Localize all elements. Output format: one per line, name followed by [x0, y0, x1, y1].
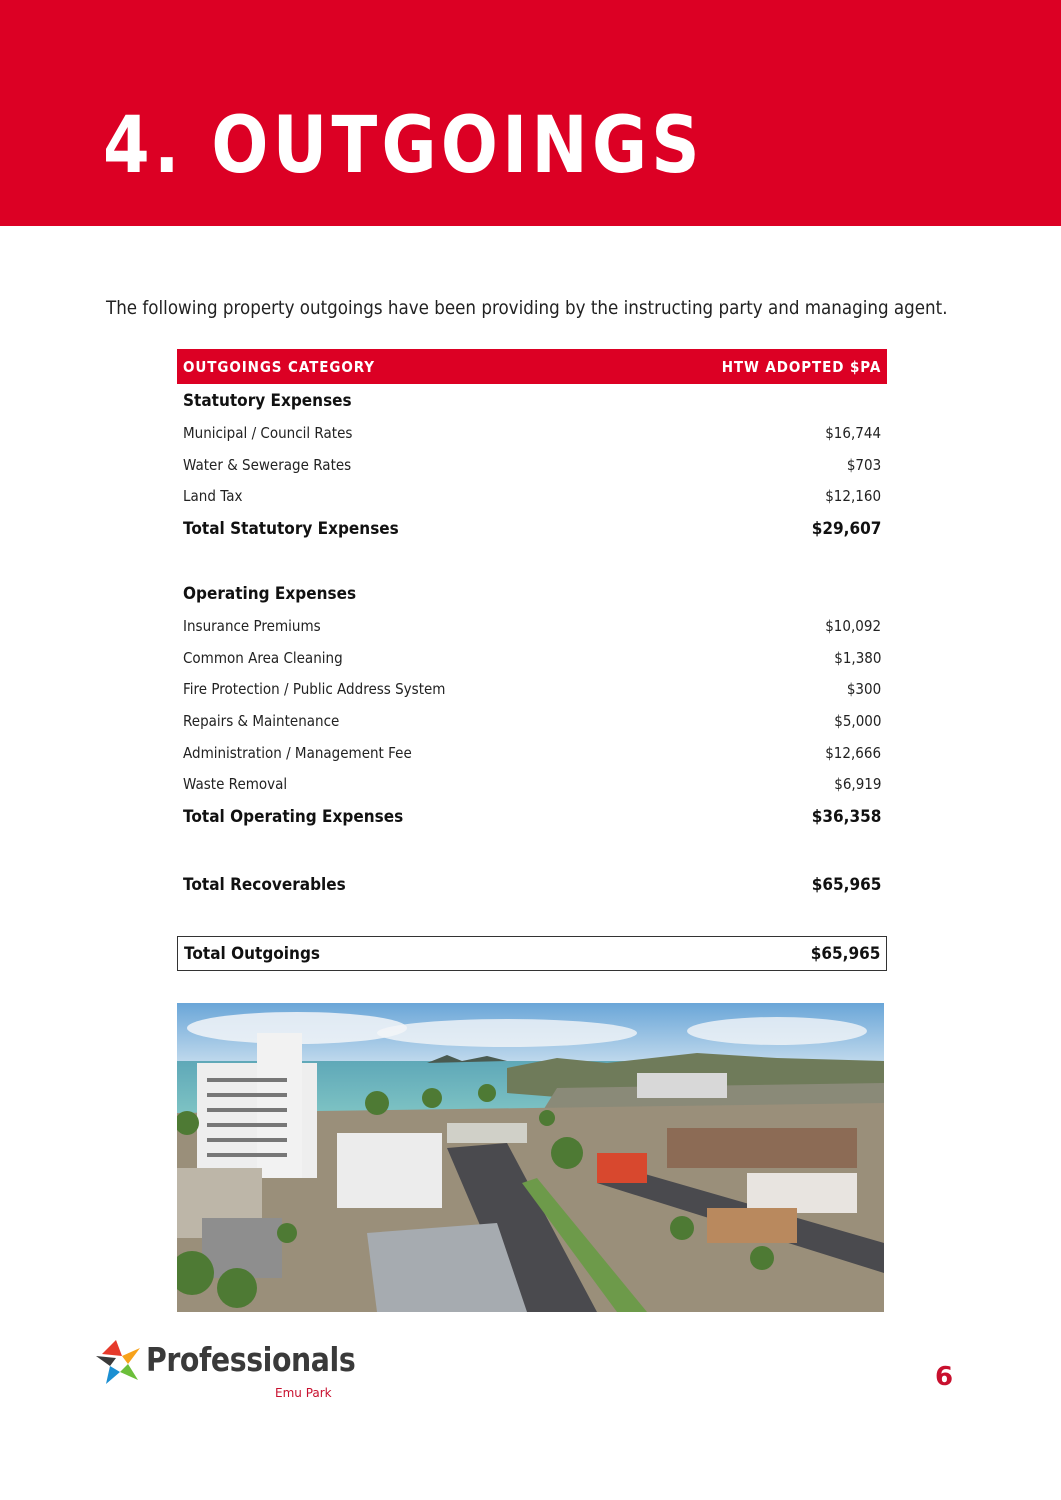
table-row	[177, 705, 887, 737]
row-value: $5,000	[833, 711, 881, 730]
row-value: $300	[846, 680, 881, 699]
total-row-outgoings	[177, 936, 887, 971]
section-heading-label: Statutory Expenses	[183, 390, 352, 411]
page-title: 4. OUTGOINGS	[103, 101, 704, 191]
total-label: Total Outgoings	[184, 943, 320, 964]
intro-paragraph: The following property outgoings have been providing by the instructing party and managing agent.	[106, 297, 948, 319]
total-label: Total Statutory Expenses	[183, 519, 399, 540]
row-value: $1,380	[833, 648, 881, 667]
aerial-photo-illustration	[177, 1003, 884, 1312]
table-header	[177, 349, 887, 384]
outgoings-table	[177, 349, 887, 971]
table-row	[177, 737, 887, 769]
table-row	[177, 610, 887, 642]
spacer	[177, 834, 887, 868]
row-label: Insurance Premiums	[183, 616, 321, 635]
row-label: Water & Sewerage Rates	[183, 455, 352, 474]
row-value: $10,092	[825, 616, 881, 635]
row-label: Common Area Cleaning	[183, 648, 343, 667]
row-label: Land Tax	[183, 487, 243, 506]
row-value: $12,160	[825, 487, 881, 506]
star-logo-icon	[94, 1336, 146, 1388]
row-value: $703	[846, 455, 881, 474]
total-value: $65,965	[811, 875, 881, 896]
row-label: Administration / Management Fee	[183, 743, 412, 762]
total-label: Total Operating Expenses	[183, 807, 404, 828]
logo-wordmark: Professionals	[146, 1340, 356, 1379]
aerial-photo	[177, 1003, 884, 1312]
total-value: $65,965	[810, 943, 880, 964]
table-row	[177, 480, 887, 512]
row-value: $6,919	[833, 775, 881, 794]
table-row	[177, 769, 887, 801]
section-heading-statutory	[177, 384, 887, 417]
total-row-operating	[177, 800, 887, 834]
column-header-amount: HTW ADOPTED $PA	[721, 357, 881, 376]
column-header-category: OUTGOINGS CATEGORY	[183, 357, 375, 376]
section-heading-label: Operating Expenses	[183, 583, 357, 604]
row-label: Waste Removal	[183, 775, 288, 794]
total-value: $36,358	[811, 807, 881, 828]
row-label: Municipal / Council Rates	[183, 423, 353, 442]
table-row	[177, 417, 887, 449]
table-row	[177, 449, 887, 481]
section-heading-operating	[177, 577, 887, 610]
total-value: $29,607	[811, 519, 881, 540]
table-row	[177, 642, 887, 674]
total-row-recoverables	[177, 868, 887, 902]
row-value: $16,744	[825, 423, 881, 442]
row-label: Repairs & Maintenance	[183, 711, 340, 730]
header-band	[0, 0, 1061, 226]
spacer	[177, 902, 887, 936]
total-row-statutory	[177, 512, 887, 546]
page-number: 6	[935, 1362, 954, 1392]
table-row	[177, 673, 887, 705]
brand-logo	[94, 1336, 354, 1406]
spacer	[177, 546, 887, 577]
total-label: Total Recoverables	[183, 875, 346, 896]
row-label: Fire Protection / Public Address System	[183, 680, 446, 699]
logo-subtext: Emu Park	[275, 1386, 332, 1400]
row-value: $12,666	[825, 743, 881, 762]
